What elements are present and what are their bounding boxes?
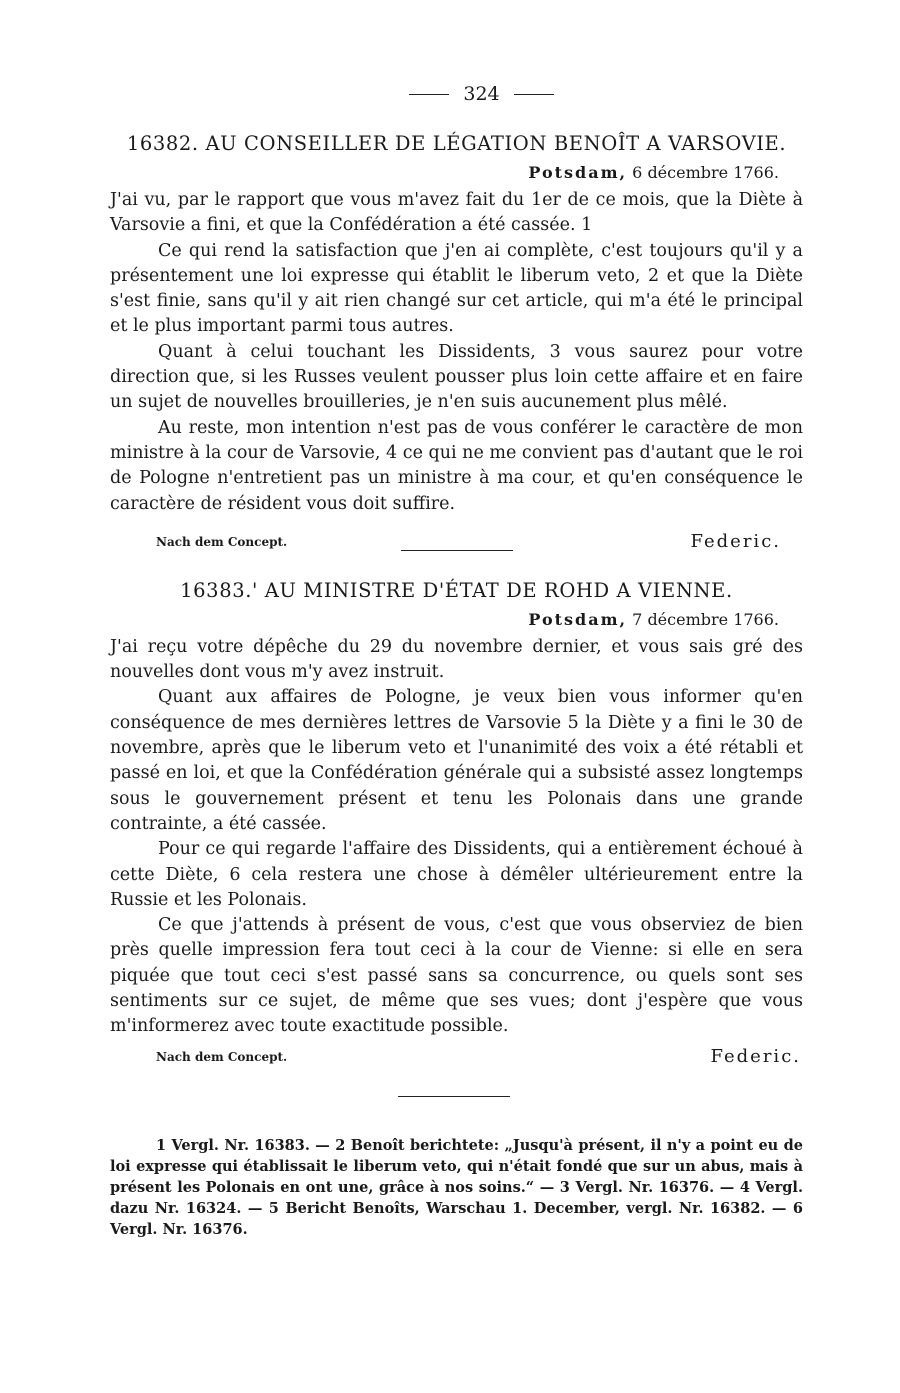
letter-paragraph: Ce qui rend la satisfaction que j'en ai complète, c'est toujours qu'il y a présentement une loi expresse qui établit le liberum veto, 2 et que la Diète s'est finie, sans qu'il y ait rien changé sur cet article, qui m'a été le principal et le plus important parmi tous autres. [110, 240, 803, 337]
dateline-date: 7 décembre 1766. [632, 609, 779, 629]
letter-title: 16383.' AU MINISTRE D'ÉTAT DE ROHD A VIENNE. [180, 578, 733, 602]
source-note: Nach dem Concept. [156, 534, 288, 549]
letter-paragraph: Au reste, mon intention n'est pas de vous conférer le caractère de mon ministre à la cour de Varsovie, 4 ce qui ne me convient pas d'autant que le roi de Pologne n'entretient pas un ministre à ma cour, et qu'en conséquence le caractère de résident vous doit suffire. [110, 417, 803, 514]
letter-title: 16382. AU CONSEILLER DE LÉGATION BENOÎT A VARSOVIE. [126, 132, 787, 155]
document-page [110, 80, 803, 1240]
letter-footer [110, 525, 803, 559]
letter-dateline [110, 610, 803, 629]
source-note: Nach dem Concept. [156, 1049, 288, 1064]
letter-paragraph: Quant à celui touchant les Dissidents, 3 vous saurez pour votre direction que, si les Russes veulent pousser plus loin cette affaire et en faire un sujet de nouvelles brouilleries, je n'en suis aucunement plus mêlé. [110, 341, 803, 413]
dateline-place: Potsdam, [528, 163, 628, 182]
page-number: 324 [463, 83, 500, 105]
letter-body [110, 635, 803, 1040]
footnote-separator [398, 1096, 510, 1097]
letter-paragraph: Quant aux affaires de Pologne, je veux bien vous informer qu'en conséquence de mes dernières lettres de Varsovie 5 la Diète y a fini le 30 de novembre, après que le liberum veto et l'unanimité des voix a été rétabli et passé en loi, et que la Confédération générale qui a subsisté assez longtemps sous le gouvernement présent et tenu les Polonais dans une grande contrainte, a été cassée. [110, 687, 803, 834]
page-header [160, 80, 803, 108]
signature: Federic. [710, 1046, 801, 1068]
header-dash-left [409, 94, 449, 95]
letter-paragraph: J'ai vu, par le rapport que vous m'avez fait du 1er de ce mois, que la Diète à Varsovie a fini, et que la Confédération a été cassée. 1 [110, 190, 803, 236]
letter-dateline [110, 163, 803, 182]
header-dash-right [514, 94, 554, 95]
signature: Federic. [690, 531, 781, 553]
dateline-date: 6 décembre 1766. [632, 163, 779, 182]
footnotes [110, 1135, 803, 1240]
letter-body [110, 188, 803, 517]
footnote-text: 1 Vergl. Nr. 16383. — 2 Benoît berichtete: „Jusqu'à présent, il n'y a point eu de loi expresse qui établissait le liberum veto, qui n'était fondé que sur un abus, mais à présent les Polonais en ont une, grâce à nos soins.“ — 3 Vergl. Nr. 16376. — 4 Vergl. dazu Nr. 16324. — 5 Bericht Benoîts, Warschau 1. December, vergl. Nr. 16382. — 6 Vergl. Nr. 16376. [110, 1136, 803, 1238]
letter-footer [110, 1040, 803, 1074]
letter-paragraph: Ce que j'attends à présent de vous, c'est que vous observiez de bien près quelle impression fera tout ceci à la cour de Vienne: si elle en sera piquée que tout ceci s'est passé sans sa concurrence, ou quels sont ses sentiments sur ce sujet, de même que ses vues; dont j'espère que vous m'informerez avec toute exactitude possible. [110, 915, 803, 1037]
letter-paragraph: J'ai reçu votre dépêche du 29 du novembre dernier, et vous sais gré des nouvelles dont vous m'y avez instruit. [110, 636, 803, 683]
separator-rule [401, 550, 513, 551]
letter-paragraph: Pour ce qui regarde l'affaire des Dissidents, qui a entièrement échoué à cette Diète, 6 cela restera une chose à démêler ultérieurement entre la Russie et les Polonais. [110, 839, 803, 910]
dateline-place: Potsdam, [528, 609, 628, 629]
